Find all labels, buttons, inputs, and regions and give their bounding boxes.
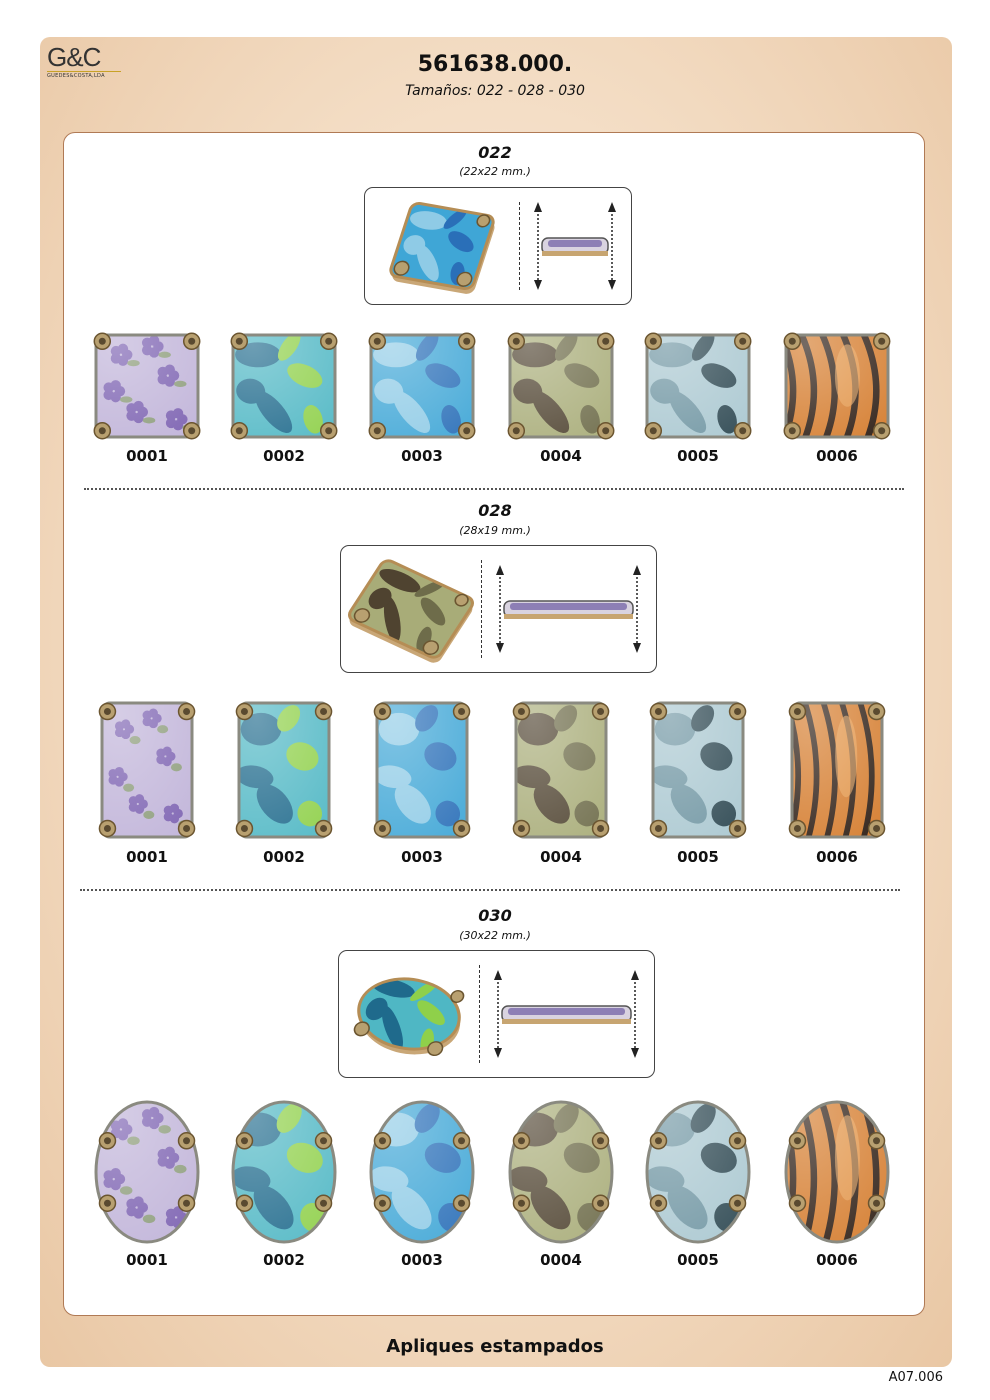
section-dims-030: (30x22 mm.) [459,929,531,942]
page-reference: A07.006 [888,1370,943,1385]
item-code-label: 0002 [263,447,305,465]
appliqué-030-0006-image [782,1098,892,1246]
product-reference: 561638.000. [417,52,573,77]
item-code-label: 0006 [816,447,858,465]
section-title-030: 030 [478,906,512,925]
appliqué-028-0001-image [98,699,196,841]
section-divider [84,488,904,490]
appliqué-030-0002-image [229,1098,339,1246]
product-perspective-icon [346,546,476,672]
item-code-label: 0001 [126,1251,168,1269]
section-divider [80,889,900,891]
product-side-view-icon [484,951,649,1077]
appliqué-022-0005-image [643,331,753,441]
section-dims-028: (28x19 mm.) [459,524,531,537]
product-side-view-icon [524,188,626,304]
item-code-label: 0001 [126,848,168,866]
logo-mark: G&C [47,42,101,72]
diagram-box-028 [340,545,657,673]
diagram-box-030 [338,950,655,1078]
item-code-label: 0005 [677,1251,719,1269]
item-code-label: 0002 [263,848,305,866]
item-code-label: 0001 [126,447,168,465]
item-code-label: 0006 [816,848,858,866]
item-code-label: 0003 [401,447,443,465]
section-title-028: 028 [478,501,512,520]
section-title-022: 022 [478,143,512,162]
item-code-label: 0004 [540,1251,582,1269]
item-code-label: 0003 [401,1251,443,1269]
diagram-divider [481,560,482,658]
diagram-box-022 [364,187,632,305]
item-code-label: 0004 [540,447,582,465]
appliqué-022-0004-image [506,331,616,441]
product-perspective-icon [344,951,474,1077]
sizes-line: Tamaños: 022 - 028 - 030 [405,83,585,99]
appliqué-022-0006-image [782,331,892,441]
item-code-label: 0005 [677,848,719,866]
appliqué-028-0005-image [649,699,747,841]
item-code-label: 0003 [401,848,443,866]
appliqué-022-0003-image [367,331,477,441]
appliqué-028-0004-image [512,699,610,841]
appliqué-030-0003-image [367,1098,477,1246]
logo-subtitle: GUEDES&COSTA,LDA [47,71,121,79]
product-perspective-icon [370,188,514,304]
appliqué-030-0005-image [643,1098,753,1246]
appliqué-028-0002-image [235,699,333,841]
item-code-label: 0002 [263,1251,305,1269]
diagram-divider [479,965,480,1063]
item-code-label: 0005 [677,447,719,465]
section-dims-022: (22x22 mm.) [459,165,531,178]
item-code-label: 0006 [816,1251,858,1269]
product-side-view-icon [486,546,651,672]
item-code-label: 0004 [540,848,582,866]
appliqué-030-0004-image [506,1098,616,1246]
appliqué-028-0003-image [373,699,471,841]
diagram-divider [519,202,520,290]
appliqué-022-0001-image [92,331,202,441]
appliqué-022-0002-image [229,331,339,441]
appliqué-030-0001-image [92,1098,202,1246]
catalog-footer: Apliques estampados [386,1336,604,1357]
appliqué-028-0006-image [788,699,886,841]
